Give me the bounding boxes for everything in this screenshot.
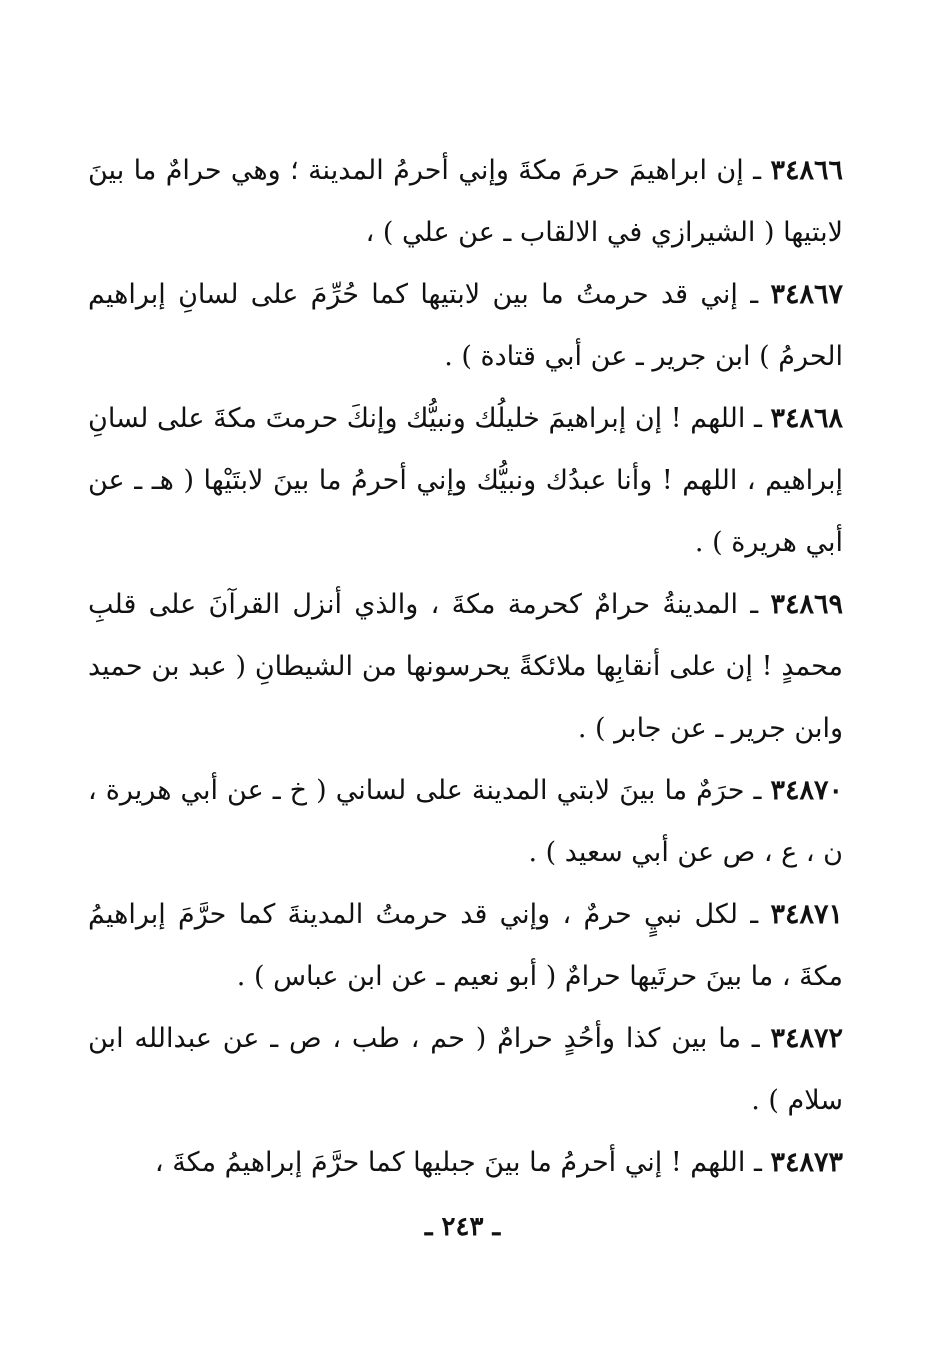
hadith-entry	[88, 1132, 843, 1194]
hadith-entry	[88, 264, 843, 388]
hadith-text-block	[88, 140, 843, 1194]
hadith-number: ٣٤٨٦٦	[770, 155, 843, 186]
hadith-number: ٣٤٨٧٣	[770, 1147, 843, 1178]
hadith-entry	[88, 574, 843, 760]
hadith-entry	[88, 388, 843, 574]
hadith-text: ـ اللهم ! إن إبراهيمَ خليلُك ونبيُّك وإنكَ حرمتَ مكةَ على لسانِ إبراهيم ، اللهم ! وأنا عبدُك ونبيُّك وإني أحرمُ ما بينَ لابتَيْها ( هـ ـ عن أبي هريرة ) .	[88, 403, 843, 558]
hadith-number: ٣٤٨٦٧	[770, 279, 843, 310]
hadith-entry	[88, 884, 843, 1008]
hadith-entry	[88, 140, 843, 264]
hadith-entry	[88, 760, 843, 884]
hadith-text: ـ اللهم ! إني أحرمُ ما بينَ جبليها كما حرَّمَ إبراهيمُ مكةَ ،	[154, 1147, 762, 1178]
hadith-number: ٣٤٨٧٢	[770, 1023, 843, 1054]
hadith-text: ـ إن ابراهيمَ حرمَ مكةَ وإني أحرمُ المدينة ؛ وهي حرامٌ ما بينَ لابتيها ( الشيرازي في الالقاب ـ عن علي ) ،	[88, 155, 843, 248]
hadith-text: ـ ما بين كذا وأحُدٍ حرامٌ ( حم ، طب ، ص ـ عن عبدالله ابن سلام ) .	[88, 1023, 843, 1116]
page-number: ـ ٢٤٣ ـ	[424, 1212, 501, 1242]
hadith-text: ـ إني قد حرمتُ ما بين لابتيها كما حُرِّمَ على لسانِ إبراهيم الحرمُ ) ابن جرير ـ عن أبي قتادة ) .	[88, 279, 843, 372]
hadith-number: ٣٤٨٧٠	[770, 775, 843, 806]
hadith-text: ـ لكل نبيٍ حرمٌ ، وإني قد حرمتُ المدينةَ كما حرَّمَ إبراهيمُ مكةَ ، ما بينَ حرتَيها حرامٌ ( أبو نعيم ـ عن ابن عباس ) .	[88, 899, 843, 992]
hadith-text: ـ حرَمٌ ما بينَ لابتي المدينة على لساني ( خ ـ عن أبي هريرة ، ن ، ع ، ص عن أبي سعيد ) .	[88, 775, 843, 868]
hadith-entry	[88, 1008, 843, 1132]
hadith-number: ٣٤٨٧١	[770, 899, 843, 930]
hadith-number: ٣٤٨٦٨	[770, 403, 843, 434]
hadith-number: ٣٤٨٦٩	[770, 589, 843, 620]
hadith-text: ـ المدينةُ حرامٌ كحرمة مكةَ ، والذي أنزل القرآنَ على قلبِ محمدٍ ! إن على أنقابِها ملائكةً يحرسونها من الشيطانِ ( عبد بن حميد وابن جرير ـ عن جابر ) .	[88, 589, 843, 744]
